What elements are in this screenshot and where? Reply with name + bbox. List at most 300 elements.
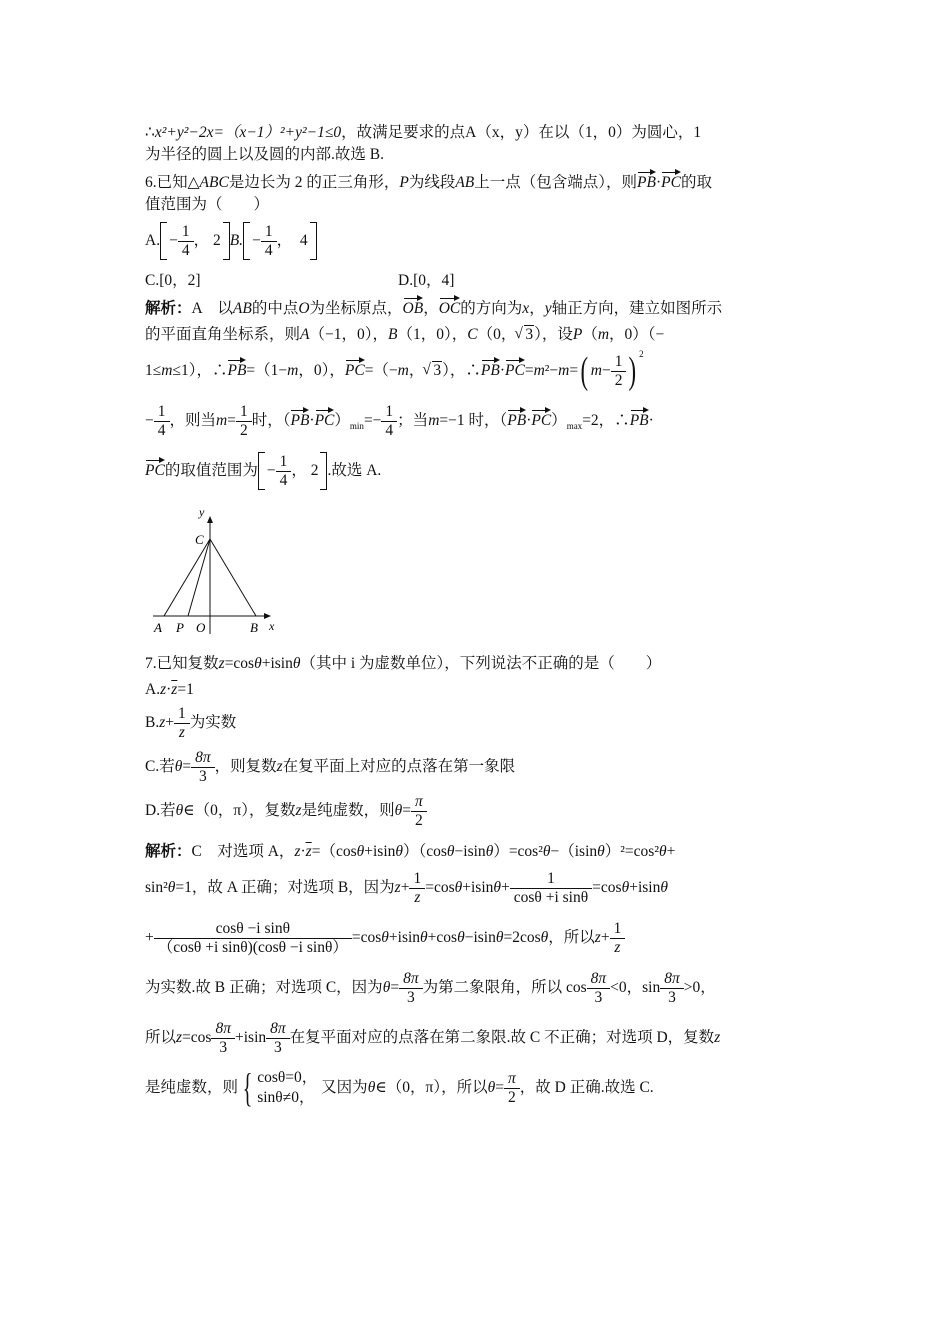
- t: =cos: [182, 1029, 212, 1046]
- t: 为实数.故 B 正确；对选项 C，因为: [145, 979, 383, 996]
- system-rows: [257, 1068, 317, 1108]
- vec-pb: PB: [637, 170, 656, 192]
- intro-line-2: 为半径的圆上以及圆的内部.故选 B.: [145, 146, 384, 163]
- vec-pb: PB: [481, 358, 500, 380]
- num: 1: [264, 222, 273, 240]
- minus: −: [252, 232, 261, 249]
- option-c: C.[0，2]: [145, 272, 201, 289]
- t: 2: [310, 462, 319, 479]
- t: z: [714, 1029, 721, 1046]
- y-label: y: [199, 510, 205, 519]
- num: 1: [413, 869, 422, 887]
- fraction-conjugate: [156, 921, 350, 957]
- t: ·: [166, 681, 172, 698]
- t: z: [394, 879, 401, 896]
- dot: ·: [655, 174, 662, 191]
- t: z: [594, 929, 601, 946]
- t: z: [160, 681, 167, 698]
- fraction-1-4: [278, 454, 290, 490]
- t: 7.已知复数: [145, 655, 219, 672]
- t: +: [501, 879, 510, 896]
- num: cosθ −i sinθ: [215, 919, 291, 937]
- vec-pc: PC: [145, 458, 165, 480]
- sol6-line-4: [145, 396, 805, 446]
- min-sub: min: [349, 421, 364, 431]
- sol7-line-4: [145, 963, 805, 1013]
- point-c-label: C: [195, 532, 204, 547]
- comma: ，: [193, 232, 210, 249]
- t: =1，故 A 正确；对选项 B，因为: [175, 879, 395, 896]
- fraction-8pi-3: [662, 971, 682, 1007]
- t: ）=cos²: [493, 843, 543, 860]
- fraction-pi-2: [506, 1071, 518, 1107]
- left-paren: (: [580, 350, 589, 393]
- t: m: [533, 362, 545, 379]
- point-a-label: A: [154, 620, 162, 635]
- dot: ·: [526, 412, 532, 429]
- t: B.: [145, 714, 160, 731]
- q6-stem-e: 的取: [680, 174, 712, 191]
- den: z: [610, 938, 626, 956]
- t: θ: [660, 879, 668, 896]
- fraction-1-4: [156, 404, 168, 440]
- vec-pc: PC: [531, 408, 551, 430]
- num: π: [508, 1069, 516, 1087]
- option-b-label: B.: [229, 232, 244, 249]
- solution-label: 解析：: [145, 843, 192, 860]
- den: 4: [381, 421, 397, 439]
- t: m: [590, 362, 602, 379]
- t: z: [176, 1029, 183, 1046]
- den: z: [174, 723, 190, 741]
- t: =（cos: [311, 843, 357, 860]
- t: ≤1），∴: [172, 362, 228, 379]
- z-bar: $\overline{z}$: [305, 843, 312, 860]
- t: z: [276, 758, 283, 775]
- intro-formula: x²+y²−2x=（x−1）²+y²−1≤0: [154, 124, 342, 141]
- side-bc: [210, 539, 256, 616]
- sol7-line-3: [145, 913, 805, 963]
- t: θ: [621, 879, 630, 896]
- q6-options-cd: [145, 270, 805, 292]
- num: π: [414, 792, 423, 810]
- t: θ: [174, 758, 183, 775]
- z-bar: $\overline{z}$: [171, 681, 178, 698]
- max-sub: max: [566, 421, 583, 431]
- q7-option-c: [145, 745, 805, 789]
- t: −: [601, 362, 611, 379]
- t: O: [298, 300, 310, 317]
- den: 3: [399, 988, 423, 1006]
- t: ，: [423, 300, 439, 317]
- num: 8π: [195, 748, 211, 766]
- t: 为坐标原点，: [309, 300, 403, 317]
- t: =cos: [351, 929, 382, 946]
- t: −isin: [454, 843, 486, 860]
- side-ac: [164, 539, 210, 616]
- left-bracket: [160, 222, 167, 260]
- num: 1: [547, 869, 555, 887]
- t: =: [227, 412, 236, 429]
- t: +: [400, 879, 410, 896]
- q7-stem: [145, 653, 805, 675]
- num: 1: [613, 919, 622, 937]
- num: 8π: [664, 969, 680, 987]
- point-b-label: B: [250, 620, 258, 635]
- t: AB: [232, 300, 252, 317]
- sol6-line-2: [145, 324, 805, 346]
- dot: ·: [648, 412, 654, 429]
- sol6-line-3: [145, 346, 805, 396]
- vec-pc: PC: [345, 358, 365, 380]
- minus: −: [145, 412, 154, 429]
- fraction-8pi-3: [401, 971, 421, 1007]
- page-content: [145, 122, 805, 1113]
- left-bracket: [243, 222, 250, 260]
- t: ，则当: [169, 412, 217, 429]
- intro-text: ，故满足要求的点A（x，y）在以（1，0）为圆心，1: [341, 124, 702, 141]
- t: +: [600, 929, 610, 946]
- q6-stem: [145, 170, 805, 194]
- t: ）: [334, 412, 350, 429]
- den: 3: [660, 988, 684, 1006]
- t: +: [165, 714, 175, 731]
- t: 是纯虚数，则: [301, 802, 395, 819]
- left-brace: {: [242, 1065, 253, 1111]
- t: m: [597, 326, 610, 343]
- den: 3: [266, 1038, 290, 1056]
- t: （−1，0），: [309, 326, 388, 343]
- option-a-value: 2: [212, 232, 221, 249]
- t: θ: [597, 843, 605, 860]
- t: 所以: [145, 1029, 177, 1046]
- t: θ: [454, 879, 463, 896]
- den: 4: [178, 241, 194, 259]
- num: 8π: [270, 1019, 286, 1037]
- t: x: [522, 300, 530, 317]
- t: C: [467, 326, 478, 343]
- vec-oc: OC: [439, 296, 461, 318]
- right-paren: ): [629, 350, 637, 393]
- den: 3: [191, 767, 215, 785]
- t: ，所以: [548, 929, 595, 946]
- fraction-8pi-3: [213, 1021, 233, 1057]
- point-o-label: O: [196, 620, 206, 635]
- fraction-1-z: [176, 706, 188, 742]
- sol6-line-5: [145, 446, 805, 496]
- t: θ: [175, 802, 184, 819]
- t: m: [428, 412, 440, 429]
- radicand: 3: [433, 362, 442, 379]
- num: 8π: [590, 969, 607, 987]
- t: −（isin: [550, 843, 598, 860]
- fraction-1-over-cos-plus-isin: [512, 871, 590, 907]
- fraction-1-2: [238, 404, 250, 440]
- t: z: [218, 655, 225, 672]
- t: 的中点: [251, 300, 299, 317]
- t: θ: [487, 1079, 496, 1096]
- t: ，0）（−: [609, 326, 665, 343]
- t: （0，: [477, 326, 517, 343]
- t: =: [402, 802, 411, 819]
- t: =: [569, 362, 579, 379]
- radicand: 3: [525, 326, 534, 343]
- t: y: [544, 300, 552, 317]
- t: m: [216, 412, 228, 429]
- t: ，: [529, 300, 545, 317]
- vec-pb: PB: [630, 408, 649, 430]
- fraction-1-4: [180, 224, 192, 260]
- t: θ: [457, 929, 465, 946]
- t: θ: [542, 843, 551, 860]
- den: 2: [236, 421, 252, 439]
- q6-options-ab: [145, 216, 805, 266]
- vec-pb: PB: [507, 408, 526, 430]
- t: C.若: [145, 758, 175, 775]
- q6-stem-b: 是边长为 2 的正三角形，: [228, 174, 400, 191]
- dot: ·: [499, 362, 506, 379]
- t: z: [159, 714, 166, 731]
- den: cosθ +i sinθ: [510, 888, 592, 906]
- t: 时，（: [251, 412, 291, 429]
- q6-stem-d: 上一点（包含端点），则: [474, 174, 638, 191]
- t: 在复平面上对应的点落在第一象限: [282, 758, 516, 775]
- t: ，则复数: [214, 758, 277, 775]
- t: （其中 i 为虚数单位），下列说法不正确的是（ ）: [300, 655, 662, 672]
- t: θ: [381, 929, 389, 946]
- q6-stem-line-2: 值范围为（ ）: [145, 196, 270, 213]
- den: 2: [504, 1088, 520, 1106]
- t: =−1 时，（: [439, 412, 508, 429]
- t: m: [558, 362, 570, 379]
- t: θ: [167, 879, 176, 896]
- vec-pc: PC: [505, 358, 525, 380]
- num: 1: [614, 352, 623, 370]
- q6-p: P: [399, 174, 409, 191]
- t: =cos: [224, 655, 255, 672]
- t: ），∴: [442, 362, 481, 379]
- t: sin²: [145, 879, 168, 896]
- fraction-8pi-3: [193, 750, 213, 786]
- fraction-1-2: [613, 354, 625, 390]
- t: θ: [394, 802, 403, 819]
- t: A.: [145, 681, 161, 698]
- right-bracket: [223, 222, 230, 260]
- t: （1，0），: [397, 326, 468, 343]
- t: ；当: [397, 412, 429, 429]
- left-bracket: [258, 452, 265, 490]
- t: 轴正方向，建立如图所示: [551, 300, 723, 317]
- coordinate-diagram: [145, 510, 285, 640]
- point-p-label: P: [176, 620, 184, 635]
- t: 在复平面对应的点落在第二象限.故 C 不正确；对选项 D，复数: [289, 1029, 715, 1046]
- t: +: [666, 843, 676, 860]
- t: z: [294, 843, 301, 860]
- t: +isin: [629, 879, 661, 896]
- t: ）: [551, 412, 567, 429]
- sqrt-3: [516, 324, 534, 346]
- sol7-line-6: [145, 1063, 805, 1113]
- sol7-line-2: [145, 863, 805, 913]
- t: =2cos: [503, 929, 541, 946]
- vec-pc: PC: [315, 408, 335, 430]
- den: 3: [587, 988, 611, 1006]
- t: θ: [420, 929, 428, 946]
- t: 的取值范围为: [164, 462, 258, 479]
- minus: −: [266, 462, 276, 479]
- den: 2: [411, 811, 427, 829]
- x-label: x: [269, 619, 275, 633]
- t: 的平面直角坐标系，则: [145, 326, 301, 343]
- sol6-line-1: [145, 296, 805, 320]
- option-d: D.[0，4]: [398, 272, 455, 289]
- fraction-pi-2: [413, 794, 425, 830]
- t: z: [295, 802, 302, 819]
- vec-pc: PC: [661, 170, 681, 192]
- t: θ: [495, 929, 504, 946]
- t: θ: [658, 843, 667, 860]
- square-exp: 2: [639, 349, 644, 359]
- num: 1: [239, 402, 248, 420]
- t: =: [495, 1079, 504, 1096]
- t: θ: [292, 655, 301, 672]
- t: 以: [201, 300, 233, 317]
- option-b-value: 4: [299, 232, 308, 249]
- t: =: [390, 979, 400, 996]
- t: D.若: [145, 802, 176, 819]
- t: θ: [254, 655, 262, 672]
- t: =（−: [364, 362, 398, 379]
- segment-pc: [188, 539, 210, 616]
- option-a-label: A.: [145, 232, 161, 249]
- t: ）²=cos²: [604, 843, 659, 860]
- t: +isin: [462, 879, 494, 896]
- t: θ: [367, 1079, 376, 1096]
- q7-option-a: [145, 679, 805, 701]
- den: 4: [154, 421, 170, 439]
- t: 对选项 A，: [201, 843, 295, 860]
- t: +: [145, 929, 154, 946]
- t: ，: [408, 362, 425, 379]
- t: =（1−: [246, 362, 288, 379]
- t: P: [572, 326, 583, 343]
- minus: −: [169, 232, 178, 249]
- y-axis-arrow: [207, 516, 213, 523]
- t: θ: [395, 843, 403, 860]
- t: =cos: [425, 879, 455, 896]
- t: ）（cos: [403, 843, 447, 860]
- num: 1: [157, 402, 166, 420]
- t: +isin: [388, 929, 421, 946]
- q7-option-d: [145, 789, 805, 833]
- t: ²−: [544, 362, 559, 379]
- t: 是纯虚数，则: [145, 1079, 239, 1096]
- t: θ: [446, 843, 455, 860]
- t: 为实数: [189, 714, 237, 731]
- t: 1≤: [145, 362, 162, 379]
- t: +cos: [427, 929, 458, 946]
- comma: ，: [276, 232, 293, 249]
- t: θ: [382, 979, 391, 996]
- t: ∈（0，π），所以: [375, 1079, 488, 1096]
- t: =1: [177, 681, 194, 698]
- t: m: [287, 362, 299, 379]
- t: +isin: [261, 655, 293, 672]
- t: +isin: [234, 1029, 267, 1046]
- t: B: [387, 326, 398, 343]
- t: =cos: [592, 879, 622, 896]
- t: θ: [485, 843, 494, 860]
- t: =2，∴: [582, 412, 630, 429]
- t: 又因为: [321, 1079, 368, 1096]
- t: ·: [300, 843, 306, 860]
- fraction-1-z: [612, 921, 624, 957]
- t: m: [397, 362, 409, 379]
- fraction-8pi-3: [589, 971, 609, 1007]
- equation-system: [238, 1065, 318, 1111]
- t: <0，sin: [610, 979, 661, 996]
- sqrt-3: [424, 346, 442, 396]
- den: z: [409, 888, 425, 906]
- fraction-1-4: [263, 224, 275, 260]
- t: =: [182, 758, 192, 775]
- solution-answer: C: [191, 843, 202, 860]
- num: 1: [181, 222, 190, 240]
- num: 1: [178, 704, 186, 722]
- vec-pb: PB: [227, 358, 246, 380]
- t: +isin: [364, 843, 396, 860]
- t: θ: [493, 879, 502, 896]
- sol7-line-1: [145, 841, 805, 863]
- t: 为第二象限角，所以 cos: [422, 979, 587, 996]
- den: （cosθ +i sinθ)(cosθ −i sinθ）: [154, 938, 352, 956]
- t: ，故 D 正确.故选 C.: [519, 1079, 654, 1096]
- t: ），设: [534, 326, 573, 343]
- den: 2: [611, 371, 627, 389]
- q6-stem-c: 为线段: [408, 174, 456, 191]
- solution-label: 解析：: [145, 300, 192, 317]
- system-row-2: sinθ≠0，: [257, 1089, 315, 1107]
- t: .故选 A.: [327, 462, 382, 479]
- den: 4: [276, 471, 292, 489]
- t: m: [161, 362, 173, 379]
- fraction-1-4: [383, 404, 395, 440]
- fraction-8pi-3: [268, 1021, 288, 1057]
- comma: ，: [291, 462, 307, 479]
- num: 1: [279, 452, 288, 470]
- t: θ: [540, 929, 549, 946]
- triangle-figure: [145, 510, 805, 645]
- q6-ab: AB: [455, 174, 475, 191]
- vec-pb: PB: [290, 408, 309, 430]
- vec-ob: OB: [403, 296, 424, 318]
- t: 的方向为: [460, 300, 523, 317]
- sol7-line-5: [145, 1013, 805, 1063]
- t: ，0），: [298, 362, 345, 379]
- t: A: [300, 326, 310, 343]
- t: −isin: [464, 929, 496, 946]
- t: （: [582, 326, 598, 343]
- t: θ: [356, 843, 365, 860]
- num: 8π: [215, 1019, 231, 1037]
- solution-answer: A: [191, 300, 202, 317]
- t: =−: [363, 412, 382, 429]
- dot: ·: [309, 412, 315, 429]
- num: 8π: [403, 969, 419, 987]
- t: ∈（0，π），复数: [183, 802, 296, 819]
- intro-line-1: [145, 122, 805, 144]
- system-row-1: cosθ=0，: [257, 1069, 318, 1087]
